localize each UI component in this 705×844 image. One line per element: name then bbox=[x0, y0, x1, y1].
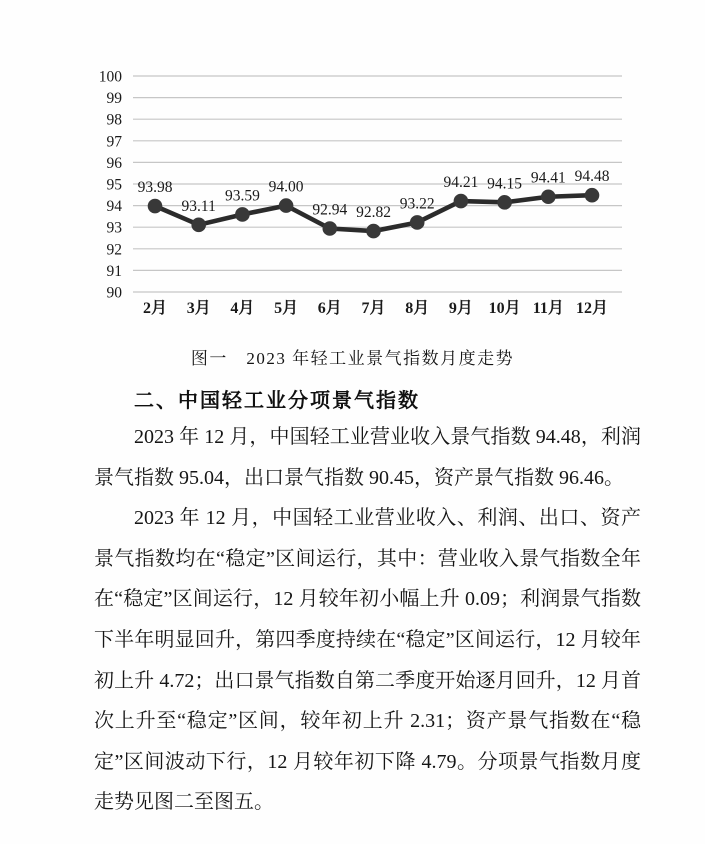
x-tick-label: 4月 bbox=[230, 300, 255, 317]
data-point bbox=[541, 189, 556, 204]
y-tick-label: 94 bbox=[106, 198, 122, 216]
paragraph-1: 2023 年 12 月，中国轻工业营业收入景气指数 94.48，利润景气指数 95.04，出口景气指数 90.45，资产景气指数 96.46。 bbox=[94, 426, 641, 489]
y-tick-label: 99 bbox=[106, 90, 122, 108]
y-tick-label: 91 bbox=[106, 262, 122, 280]
paragraph-2: 2023 年 12 月，中国轻工业营业收入、利润、出口、资产景气指数均在“稳定”区间运行，其中：营业收入景气指数全年在“稳定”区间运行，12 月较年初小幅上升 0.09；利润景气指数下半年明显回升，第四季度持续在“稳定”区间运行，12 月较年初上升 4.72；出口景气指数自第二季度开始逐月回升，12 月首次上升至“稳定”区间，较年初上升 2.31；资产景气指数在“稳定”区间波动下行，12 月较年初下降 4.79。分项景气指数月度走势见图二至图五。 bbox=[94, 507, 641, 814]
body-text bbox=[94, 417, 641, 823]
data-point bbox=[148, 199, 163, 214]
data-point-label: 93.59 bbox=[224, 187, 260, 205]
data-point bbox=[191, 218, 206, 233]
x-tick-label: 5月 bbox=[274, 300, 299, 317]
y-tick-label: 92 bbox=[106, 241, 122, 259]
data-point-label: 92.82 bbox=[356, 204, 391, 222]
y-tick-label: 96 bbox=[106, 154, 122, 172]
y-tick-label: 90 bbox=[106, 284, 122, 302]
y-tick-label: 97 bbox=[106, 133, 122, 151]
prosperity-index-line-chart bbox=[90, 64, 635, 318]
data-point-label: 94.48 bbox=[574, 168, 610, 186]
data-point bbox=[366, 224, 381, 239]
figure-caption: 图一 2023 年轻工业景气指数月度走势 bbox=[190, 349, 515, 368]
x-tick-label: 7月 bbox=[361, 300, 386, 317]
data-point-label: 94.21 bbox=[443, 174, 479, 192]
section-heading: 二、中国轻工业分项景气指数 bbox=[134, 390, 420, 412]
data-point bbox=[497, 195, 512, 210]
chart-svg bbox=[90, 64, 635, 318]
data-point-label: 94.41 bbox=[530, 169, 566, 187]
data-point bbox=[585, 188, 600, 203]
data-point-label: 94.15 bbox=[487, 175, 523, 193]
x-tick-label: 10月 bbox=[488, 300, 521, 317]
x-tick-label: 6月 bbox=[317, 300, 342, 317]
data-point bbox=[279, 198, 294, 213]
x-tick-label: 8月 bbox=[405, 300, 430, 317]
data-point-label: 94.00 bbox=[268, 178, 304, 196]
data-point bbox=[410, 215, 425, 230]
y-tick-label: 93 bbox=[106, 219, 122, 237]
x-tick-label: 11月 bbox=[532, 300, 564, 317]
x-tick-label: 9月 bbox=[448, 300, 473, 317]
x-tick-label: 3月 bbox=[186, 300, 211, 317]
y-tick-label: 95 bbox=[106, 176, 122, 194]
y-tick-label: 98 bbox=[106, 111, 122, 129]
data-point bbox=[323, 221, 338, 236]
data-point-label: 92.94 bbox=[312, 201, 348, 219]
data-point bbox=[235, 207, 250, 222]
x-tick-label: 2月 bbox=[142, 300, 168, 317]
data-point-label: 93.98 bbox=[137, 179, 173, 197]
data-point bbox=[454, 194, 469, 209]
data-point-label: 93.11 bbox=[181, 197, 216, 215]
y-tick-label: 100 bbox=[98, 68, 122, 86]
x-tick-label: 12月 bbox=[575, 300, 609, 317]
data-point-label: 93.22 bbox=[399, 195, 435, 213]
